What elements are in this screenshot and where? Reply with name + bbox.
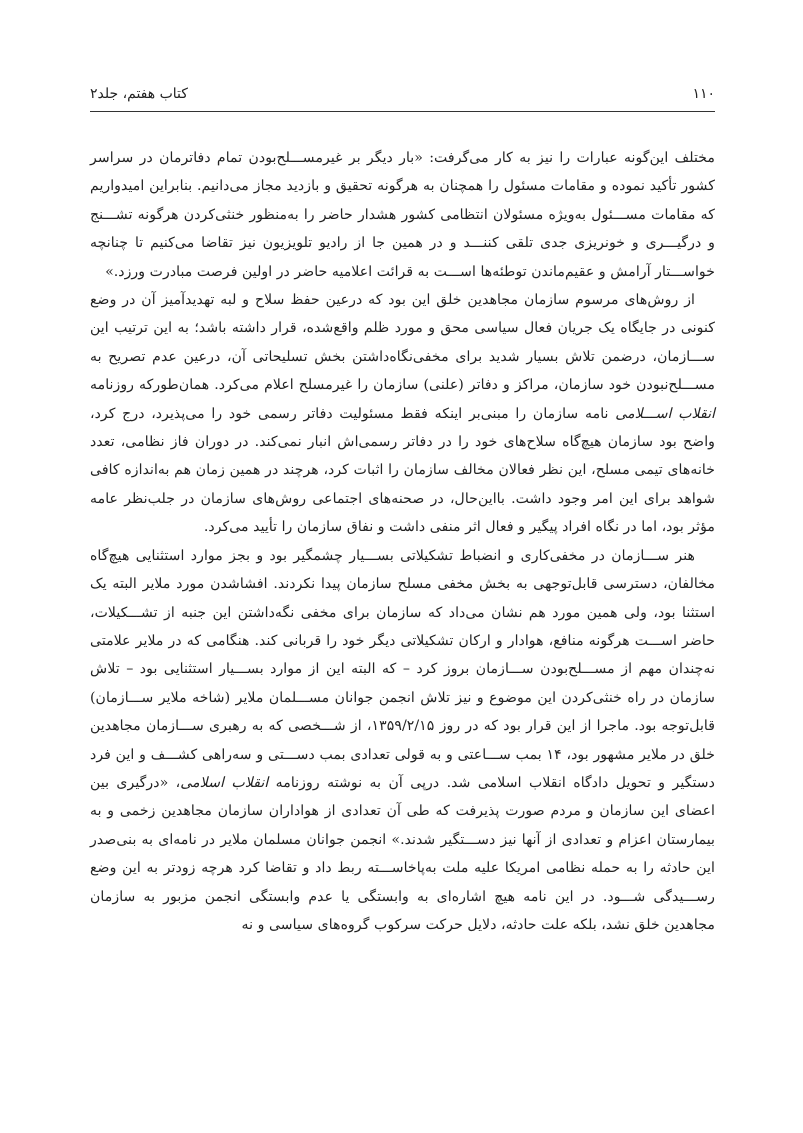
paragraph-text: هنر ســـازمان در مخفی‌کاری و انضباط تشکیلاتی بســـیار چشمگیر بود و بجز موارد استثنایی هیچ‌گاه مخالفان، دسترسی قابل‌توجهی به بخش مخفی مسلح سازمان پیدا نکردند. افشاشدن مورد ملایر البته یک استثنا بود، ولی همین مورد هم نشان می‌داد که سازمان برای مخفی نگه‌داشتن این جنبه از تشـــکیلات، حاضر اســـت هرگونه منافع، هوادار و ارکان تشکیلاتی دیگر خود را قربانی کند. هنگامی که در ملایر علامتی نه‌چندان مهم از مســـلح‌بودن ســـازمان بروز کرد – که البته این از موارد بســـیار استثنایی بود – تلاش سازمان در راه خنثی‌کردن این موضوع و نیز تلاش انجمن جوانان مســـلمان ملایر (شاخه ملایر ســـازمان) قابل‌توجه بود. ماجرا از این قرار بود که در روز ۱۳۵۹/۲/۱۵، از شـــخصی که به رهبری ســـازمان مجاهدین خلق در ملایر مشهور بود، ۱۴ بمب ســـاعتی و به قولی تعدادی بمب دســـتی و سه‌راهی کشـــف و این فرد دستگیر و تحویل دادگاه انقلاب اسلامی شد. درپی آن به نوشته روزنامه — [90, 547, 715, 791]
paragraph-text: ، «درگیری بین اعضای این سازمان و مردم صورت پذیرفت که طی آن تعدادی از هواداران سازمان مجاهدین زخمی و به بیمارستان اعزام و تعدادی از آنها نیز دســـتگیر شدند.» انجمن جوانان مسلمان ملایر در نامه‌ای به بنی‌صدر این حادثه را به حمله نظامی امریکا علیه ملت به‌پاخاســـته ربط داد و تقاضا کرد هرچه زودتر به این وضع رســـیدگی شـــود. در این نامه هیچ اشاره‌ای به وابستگی یا عدم وابستگی انجمن مزبور به سازمان مجاهدین خلق نشد، بلکه علت حادثه، دلایل حرکت سرکوب گروه‌های سیاسی و نه — [90, 774, 715, 933]
body-text — [90, 144, 715, 939]
running-title: کتاب هفتم، جلد۲ — [90, 86, 188, 102]
newspaper-title: انقلاب اسلامی — [180, 774, 269, 791]
paragraph-1 — [90, 144, 715, 286]
header-rule — [90, 111, 715, 112]
paragraph-3 — [90, 542, 715, 940]
paragraph-text: مختلف این‌گونه عبارات را نیز به کار می‌گرفت: «بار دیگر بر غیرمســـلح‌بودن تمام دفاترمان در سراسر کشور تأکید نموده و مقامات مسئول را همچنان به هرگونه تحقیق و بازدید مجاز می‌دانیم. بنابراین امیدواریم که مقامات مســـئول به‌ویژه مسئولان انتظامی کشور هشدار حاضر را به‌منظور خنثی‌کردن هرگونه تشـــنج و درگیـــری و خونریزی جدی تلقی کننـــد و در همین جا از رادیو تلویزیون نیز تقاضا می‌کنیم تا چنانچه خواســـتار آرامش و عقیم‌ماندن توطئه‌ها اســـت به قرائت اعلامیه حاضر در اولین فرصت مبادرت ورزد.» — [90, 150, 715, 280]
newspaper-title: انقلاب اســـلامی — [615, 405, 716, 422]
page-header — [90, 86, 715, 108]
paragraph-2 — [90, 286, 715, 542]
paragraph-text: از روش‌های مرسوم سازمان مجاهدین خلق این بود که درعین حفظ سلاح و لبه تهدیدآمیز آن در وضع کنونی در جایگاه یک جریان فعال سیاسی محق و مورد ظلم واقع‌شده، قرار داشته باشد؛ به این ترتیب این ســـازمان، درضمن تلاش بسیار شدید برای مخفی‌نگاه‌داشتن بخش تسلیحاتی آن، درعین عدم تصریح به مســـلح‌نبودن خود سازمان، مراکز و دفاتر (علنی) سازمان را غیرمسلح اعلام می‌کرد. همان‌طورکه روزنامه — [90, 292, 715, 394]
paragraph-text: نامه سازمان را مبنی‌بر اینکه فقط مسئولیت دفاتر رسمی خود را می‌پذیرد، درج کرد، واضح بود سازمان هیچ‌گاه سلاح‌های خود را در دفاتر رسمی‌اش انبار نمی‌کند. در دوران فاز نظامی، تعدد خانه‌های تیمی مسلح، این نظر فعالان مخالف سازمان را اثبات کرد، هرچند در همین زمان هم به‌اندازه کافی شواهد برای این امر وجود داشت. بااین‌حال، در صحنه‌های اجتماعی روش‌های سازمان در جلب‌نظر عامه مؤثر بود، اما در نگاه افراد پیگیر و فعال اثر منفی داشت و نفاق سازمان را تأیید می‌کرد. — [90, 405, 715, 536]
page-number: ۱۱۰ — [692, 86, 715, 102]
